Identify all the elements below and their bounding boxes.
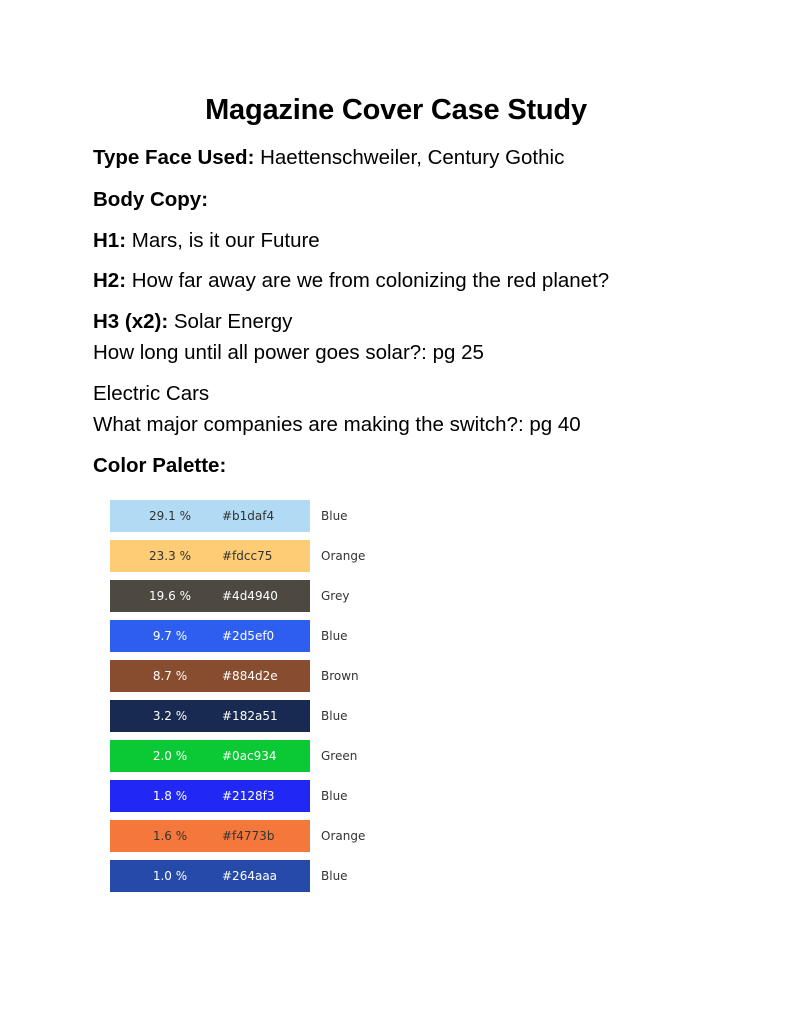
swatch-percent: 8.7 % [152,669,188,683]
h3-electric-subtitle: What major companies are making the switch?: pg 40 [93,413,581,436]
swatch-percent: 1.6 % [152,829,188,843]
h3-solar-subtitle: How long until all power goes solar?: pg 25 [93,341,484,364]
body-copy-label: Body Copy: [93,188,209,211]
h1-label: H1: [93,229,127,252]
h2-line [93,269,609,293]
swatch-hex: #182a51 [222,709,278,723]
swatch-percent: 23.3 % [149,549,191,563]
swatch-hex: #0ac934 [222,749,277,763]
typeface-label: Type Face Used: [93,146,255,169]
color-palette-label: Color Palette: [93,454,227,477]
page-title: Magazine Cover Case Study [205,94,587,126]
swatch-color-name: Green [321,749,358,763]
swatch-percent: 3.2 % [152,709,188,723]
h1-line [93,229,320,253]
swatch-hex: #2d5ef0 [222,629,275,643]
swatch-color-name: Blue [321,789,348,803]
h2-label: H2: [93,269,127,292]
swatch-percent: 9.7 % [152,629,188,643]
swatch-color-name: Orange [321,829,366,843]
swatch-percent: 1.8 % [152,789,188,803]
swatch-color-name: Orange [321,549,366,563]
swatch-color-name: Blue [321,629,348,643]
swatch-color-name: Blue [321,509,348,523]
color-palette-line [93,454,226,478]
swatch-percent: 29.1 % [149,509,191,523]
h3-line [93,310,292,334]
swatch-percent: 1.0 % [152,869,188,883]
swatch-color-name: Blue [321,709,348,723]
h3-value: Solar Energy [168,310,293,333]
swatch-hex: #b1daf4 [222,509,275,523]
swatch-hex: #4d4940 [222,589,278,603]
swatch-percent: 19.6 % [149,589,191,603]
typeface-line [93,146,564,170]
h3-label: H3 (x2): [93,310,169,333]
swatch-hex: #2128f3 [222,789,275,803]
swatch-percent: 2.0 % [152,749,188,763]
swatch-hex: #884d2e [222,669,278,683]
swatch-hex: #f4773b [222,829,275,843]
swatch-color-name: Grey [321,589,350,603]
h1-value: Mars, is it our Future [126,229,320,252]
typeface-value: Haettenschweiler, Century Gothic [254,146,565,169]
swatch-color-name: Brown [321,669,359,683]
swatch-hex: #fdcc75 [222,549,273,563]
h3-electric-cars: Electric Cars [93,382,210,405]
swatch-color-name: Blue [321,869,348,883]
body-copy-line [93,188,208,212]
h2-value: How far away are we from colonizing the red planet? [126,269,610,292]
swatch-hex: #264aaa [222,869,278,883]
